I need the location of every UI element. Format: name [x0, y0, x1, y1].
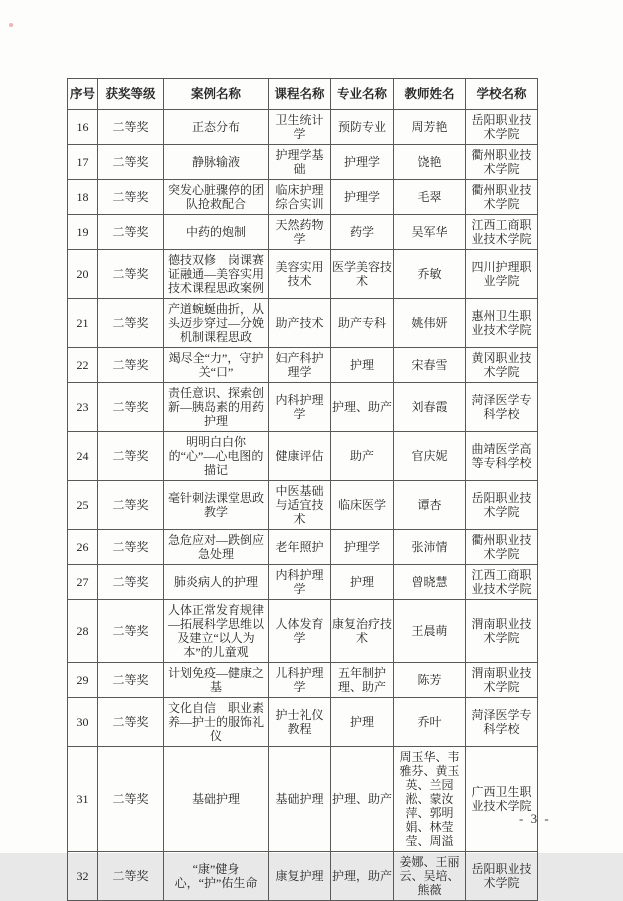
cell-award: 二等奖: [98, 383, 164, 432]
cell-teacher: 曾晓慧: [394, 565, 466, 600]
table-header-row: [68, 79, 538, 110]
cell-teacher: 宋春雪: [394, 348, 466, 383]
cell-teacher: 张沛情: [394, 530, 466, 565]
cell-no: 24: [68, 432, 98, 481]
cell-no: 17: [68, 145, 98, 180]
cell-course: 天然药物学: [269, 215, 331, 250]
cell-major: 护理学: [331, 530, 394, 565]
cell-teacher: 吴军华: [394, 215, 466, 250]
cell-case_name: 中药的炮制: [164, 215, 269, 250]
cell-teacher: 姜娜、王丽云、吴培、熊薇: [394, 852, 466, 901]
cell-teacher: 饶艳: [394, 145, 466, 180]
cell-no: 22: [68, 348, 98, 383]
cell-case_name: 毫针刺法课堂思政教学: [164, 481, 269, 530]
table-row: [68, 852, 538, 901]
cell-school: 菏泽医学专科学校: [466, 383, 538, 432]
table-row: [68, 530, 538, 565]
cell-course: 护士礼仪教程: [269, 698, 331, 747]
cell-award: 二等奖: [98, 481, 164, 530]
cell-major: 护理、助产: [331, 383, 394, 432]
cell-course: 卫生统计学: [269, 110, 331, 145]
table-row: [68, 747, 538, 852]
cell-case_name: 正态分布: [164, 110, 269, 145]
cell-case_name: 人体正常发育规律—拓展科学思维以及建立“以人为本”的儿童观: [164, 600, 269, 663]
cell-teacher: 谭杏: [394, 481, 466, 530]
cell-school: 渭南职业技术学院: [466, 663, 538, 698]
table-row: [68, 565, 538, 600]
table-row: [68, 250, 538, 299]
cell-major: 护理、助产: [331, 747, 394, 852]
column-header-3: 课程名称: [269, 79, 331, 110]
cell-school: 曲靖医学高等专科学校: [466, 432, 538, 481]
cell-award: 二等奖: [98, 663, 164, 698]
cell-no: 20: [68, 250, 98, 299]
table-row: [68, 180, 538, 215]
cell-case_name: 基础护理: [164, 747, 269, 852]
cell-school: 黄冈职业技术学院: [466, 348, 538, 383]
cell-teacher: 王晨萌: [394, 600, 466, 663]
cell-school: 菏泽医学专科学校: [466, 698, 538, 747]
cell-course: 助产技术: [269, 299, 331, 348]
column-header-6: 学校名称: [466, 79, 538, 110]
cell-case_name: 明明白白你的“心”—心电图的描记: [164, 432, 269, 481]
cell-school: 衢州职业技术学院: [466, 145, 538, 180]
column-header-5: 教师姓名: [394, 79, 466, 110]
cell-no: 27: [68, 565, 98, 600]
table-row: [68, 299, 538, 348]
table-body: [68, 110, 538, 901]
cell-no: 29: [68, 663, 98, 698]
cell-case_name: 肺炎病人的护理: [164, 565, 269, 600]
cell-school: 惠州卫生职业技术学院: [466, 299, 538, 348]
cell-teacher: 毛翠: [394, 180, 466, 215]
cell-award: 二等奖: [98, 250, 164, 299]
cell-course: 中医基础与适宜技术: [269, 481, 331, 530]
cell-school: 衢州职业技术学院: [466, 530, 538, 565]
cell-teacher: 周芳艳: [394, 110, 466, 145]
cell-case_name: 责任意识、探索创新—胰岛素的用药护理: [164, 383, 269, 432]
table-row: [68, 600, 538, 663]
cell-course: 儿科护理学: [269, 663, 331, 698]
cell-no: 28: [68, 600, 98, 663]
cell-no: 18: [68, 180, 98, 215]
cell-award: 二等奖: [98, 348, 164, 383]
cell-major: 助产: [331, 432, 394, 481]
cell-course: 康复护理: [269, 852, 331, 901]
cell-no: 23: [68, 383, 98, 432]
column-header-4: 专业名称: [331, 79, 394, 110]
cell-course: 内科护理学: [269, 383, 331, 432]
cell-school: 岳阳职业技术学院: [466, 110, 538, 145]
cell-case_name: 产道蜿蜒曲折，从头迈步穿过—分娩机制课程思政: [164, 299, 269, 348]
cell-teacher: 官庆妮: [394, 432, 466, 481]
cell-major: 护理学: [331, 145, 394, 180]
cell-case_name: 突发心脏骤停的团队抢救配合: [164, 180, 269, 215]
cell-major: 临床医学: [331, 481, 394, 530]
cell-major: 护理: [331, 348, 394, 383]
cell-school: 广西卫生职业技术学院: [466, 747, 538, 852]
column-header-1: 获奖等级: [98, 79, 164, 110]
cell-case_name: “康”健身心，“护”佑生命: [164, 852, 269, 901]
cell-school: 岳阳职业技术学院: [466, 852, 538, 901]
cell-course: 临床护理综合实训: [269, 180, 331, 215]
table-row: [68, 348, 538, 383]
cell-no: 30: [68, 698, 98, 747]
table-row: [68, 432, 538, 481]
cell-school: 衢州职业技术学院: [466, 180, 538, 215]
cell-teacher: 陈芳: [394, 663, 466, 698]
table-row: [68, 215, 538, 250]
cell-course: 基础护理: [269, 747, 331, 852]
cell-course: 老年照护: [269, 530, 331, 565]
cell-school: 四川护理职业学院: [466, 250, 538, 299]
cell-major: 护理: [331, 698, 394, 747]
cell-major: 医学美容技术: [331, 250, 394, 299]
cell-no: 32: [68, 852, 98, 901]
cell-major: 药学: [331, 215, 394, 250]
cell-course: 健康评估: [269, 432, 331, 481]
cell-award: 二等奖: [98, 180, 164, 215]
cell-teacher: 刘春霞: [394, 383, 466, 432]
cell-course: 人体发育学: [269, 600, 331, 663]
cell-award: 二等奖: [98, 110, 164, 145]
cell-major: 护理学: [331, 180, 394, 215]
cell-award: 二等奖: [98, 698, 164, 747]
cell-award: 二等奖: [98, 600, 164, 663]
cell-no: 25: [68, 481, 98, 530]
cell-major: 预防专业: [331, 110, 394, 145]
cell-teacher: 乔敏: [394, 250, 466, 299]
cell-course: 内科护理学: [269, 565, 331, 600]
cell-major: 护理，助产: [331, 852, 394, 901]
cell-course: 美容实用技术: [269, 250, 331, 299]
cell-case_name: 计划免疫—健康之基: [164, 663, 269, 698]
cell-award: 二等奖: [98, 145, 164, 180]
cell-major: 助产专科: [331, 299, 394, 348]
cell-no: 26: [68, 530, 98, 565]
page-number: - 3 -: [519, 811, 551, 826]
cell-teacher: 乔叶: [394, 698, 466, 747]
cell-case_name: 竭尽全“力”，守护关“口”: [164, 348, 269, 383]
cell-major: 康复治疗技术: [331, 600, 394, 663]
cell-course: 护理学基础: [269, 145, 331, 180]
cell-no: 19: [68, 215, 98, 250]
cell-award: 二等奖: [98, 530, 164, 565]
column-header-2: 案例名称: [164, 79, 269, 110]
cell-award: 二等奖: [98, 299, 164, 348]
cell-teacher: 周玉华、韦雅芬、黄玉英、兰园淞、蒙汝萍、郭明娟、林莹莹、周溢: [394, 747, 466, 852]
scan-artifact-speck: [9, 23, 13, 27]
table-row: [68, 698, 538, 747]
table-row: [68, 145, 538, 180]
cell-no: 16: [68, 110, 98, 145]
column-header-0: 序号: [68, 79, 98, 110]
table-row: [68, 383, 538, 432]
table-row: [68, 663, 538, 698]
cell-award: 二等奖: [98, 565, 164, 600]
cell-school: 江西工商职业技术学院: [466, 215, 538, 250]
cell-course: 妇产科护理学: [269, 348, 331, 383]
awards-table: [67, 78, 538, 901]
cell-award: 二等奖: [98, 215, 164, 250]
cell-case_name: 急危应对—跌倒应急处理: [164, 530, 269, 565]
cell-case_name: 德技双修 岗课赛证融通—美容实用技术课程思政案例: [164, 250, 269, 299]
cell-no: 21: [68, 299, 98, 348]
cell-case_name: 文化自信 职业素养—护士的服饰礼仪: [164, 698, 269, 747]
cell-award: 二等奖: [98, 432, 164, 481]
cell-school: 岳阳职业技术学院: [466, 481, 538, 530]
cell-school: 渭南职业技术学院: [466, 600, 538, 663]
table-row: [68, 110, 538, 145]
table-row: [68, 481, 538, 530]
cell-award: 二等奖: [98, 747, 164, 852]
cell-school: 江西工商职业技术学院: [466, 565, 538, 600]
cell-case_name: 静脉输液: [164, 145, 269, 180]
cell-major: 护理: [331, 565, 394, 600]
cell-teacher: 姚伟妍: [394, 299, 466, 348]
cell-award: 二等奖: [98, 852, 164, 901]
cell-major: 五年制护理、助产: [331, 663, 394, 698]
cell-no: 31: [68, 747, 98, 852]
